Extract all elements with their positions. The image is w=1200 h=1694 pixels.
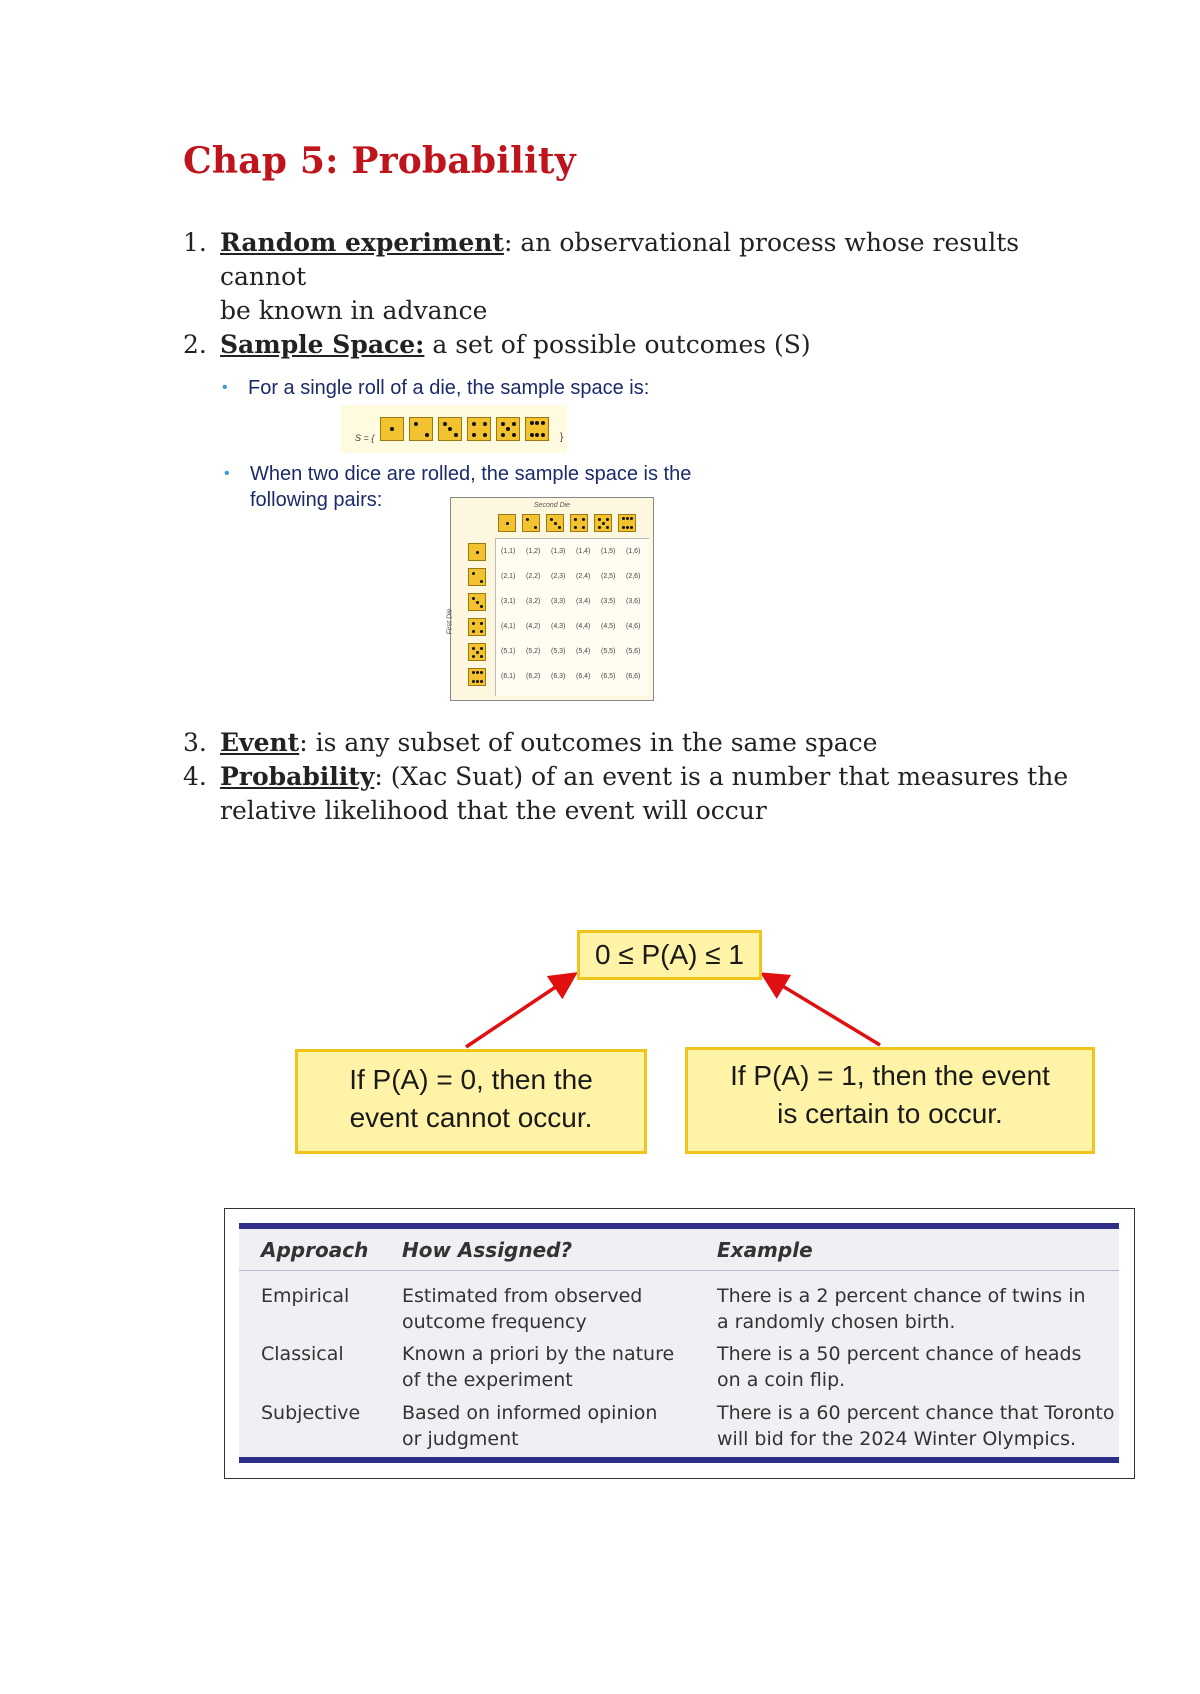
how-line1: Estimated from observed <box>402 1285 643 1307</box>
pair-cell: (1,4) <box>576 548 591 555</box>
how-line2: outcome frequency <box>402 1311 587 1333</box>
term-random-experiment: Random experiment <box>220 228 504 257</box>
probability-range-text: 0 ≤ P(A) ≤ 1 <box>595 939 744 970</box>
bullet-text-cont: following pairs: <box>250 489 383 511</box>
term-sample-space: Sample Space: <box>220 330 425 359</box>
table-cell-example <box>717 1341 1081 1393</box>
first-die-label: First Die <box>446 608 454 635</box>
set-label: S = { <box>355 433 375 443</box>
approach-table <box>239 1223 1119 1463</box>
pair-cell: (1,6) <box>626 548 641 555</box>
header-approach: Approach <box>261 1238 369 1262</box>
table-cell-how <box>402 1283 642 1335</box>
pair-cell: (5,1) <box>501 648 516 655</box>
header-how-assigned: How Assigned? <box>402 1238 573 1262</box>
pair-cell: (3,1) <box>501 598 516 605</box>
set-close: } <box>560 432 564 443</box>
probability-one-box <box>685 1047 1095 1154</box>
pair-cell: (5,5) <box>601 648 616 655</box>
pair-cell: (4,4) <box>576 623 591 630</box>
table-cell-approach: Empirical <box>261 1285 350 1307</box>
definition-text: (Xac Suat) of an event is a number that measures the <box>382 762 1069 791</box>
how-line1: Known a priori by the nature <box>402 1343 675 1365</box>
item-number: 2. <box>183 330 207 359</box>
pair-cell: (1,2) <box>526 548 541 555</box>
pair-cell: (6,4) <box>576 673 591 680</box>
pair-cell: (2,5) <box>601 573 616 580</box>
bullet-text: For a single roll of a die, the sample space is: <box>248 377 650 399</box>
example-line1: There is a 50 percent chance of heads <box>717 1343 1082 1365</box>
pair-cell: (6,6) <box>626 673 641 680</box>
item-number: 1. <box>183 228 207 257</box>
term-separator: : <box>503 228 513 257</box>
approach-table-frame <box>224 1208 1135 1479</box>
bullet-icon: • <box>222 379 228 396</box>
definition-text: an observational process whose results cannot <box>220 228 1020 291</box>
how-line2: or judgment <box>402 1428 519 1450</box>
term-event: Event <box>220 728 300 757</box>
pair-cell: (2,4) <box>576 573 591 580</box>
probability-zero-line2: event cannot occur. <box>349 1102 593 1133</box>
probability-zero-line1: If P(A) = 0, then the <box>349 1064 593 1095</box>
table-cell-example <box>717 1400 1115 1452</box>
how-line2: of the experiment <box>402 1369 573 1391</box>
pair-cell: (2,6) <box>626 573 641 580</box>
pair-cell: (1,3) <box>551 548 566 555</box>
definition-text: a set of possible outcomes (S) <box>424 330 811 359</box>
pair-cell: (2,1) <box>501 573 516 580</box>
header-separator <box>239 1270 1119 1271</box>
arrow-one-to-range <box>766 976 880 1045</box>
table-cell-how <box>402 1341 674 1393</box>
pair-cell: (5,4) <box>576 648 591 655</box>
pair-cell: (3,2) <box>526 598 541 605</box>
table-top-bar <box>239 1223 1119 1229</box>
example-line2: a randomly chosen birth. <box>717 1311 956 1333</box>
definition-text-cont: relative likelihood that the event will occur <box>220 796 767 825</box>
definition-text: is any subset of outcomes in the same space <box>307 728 878 757</box>
pair-cell: (4,1) <box>501 623 516 630</box>
item-number: 3. <box>183 728 207 757</box>
pair-cell: (5,6) <box>626 648 641 655</box>
pair-cell: (6,2) <box>526 673 541 680</box>
pair-cell: (2,2) <box>526 573 541 580</box>
term-separator: : <box>374 762 383 791</box>
pair-cell: (2,3) <box>551 573 566 580</box>
pair-cell: (3,6) <box>626 598 641 605</box>
example-line2: will bid for the 2024 Winter Olympics. <box>717 1428 1077 1450</box>
pair-cell: (6,5) <box>601 673 616 680</box>
probability-range-box <box>577 930 762 980</box>
pair-cell: (3,5) <box>601 598 616 605</box>
item-number: 4. <box>183 762 207 791</box>
header-example: Example <box>717 1238 813 1262</box>
bullet-text: When two dice are rolled, the sample space is the <box>250 463 692 485</box>
definition-text-cont: be known in advance <box>220 296 488 325</box>
pair-cell: (5,3) <box>551 648 566 655</box>
bullet-icon: • <box>224 465 230 482</box>
pair-cell: (6,1) <box>501 673 516 680</box>
probability-one-line1: If P(A) = 1, then the event <box>730 1060 1050 1091</box>
probability-zero-box <box>295 1049 647 1154</box>
example-line1: There is a 60 percent chance that Toronto <box>717 1402 1115 1424</box>
pair-cell: (1,5) <box>601 548 616 555</box>
pair-cell: (6,3) <box>551 673 566 680</box>
table-cell-example <box>717 1283 1086 1335</box>
how-line1: Based on informed opinion <box>402 1402 658 1424</box>
example-line1: There is a 2 percent chance of twins in <box>717 1285 1086 1307</box>
pair-cell: (4,3) <box>551 623 566 630</box>
probability-one-line2: is certain to occur. <box>777 1098 1003 1129</box>
term-separator: : <box>299 728 308 757</box>
second-die-label: Second Die <box>533 502 571 509</box>
term-probability: Probability <box>220 762 375 791</box>
pair-cell: (3,4) <box>576 598 591 605</box>
table-bottom-bar <box>239 1457 1119 1463</box>
arrow-zero-to-range <box>466 976 572 1047</box>
pair-cell: (3,3) <box>551 598 566 605</box>
table-cell-approach: Classical <box>261 1343 344 1365</box>
table-cell-how <box>402 1400 657 1452</box>
table-cell-approach: Subjective <box>261 1402 361 1424</box>
pair-cell: (5,2) <box>526 648 541 655</box>
pair-cell: (4,6) <box>626 623 641 630</box>
example-line2: on a coin flip. <box>717 1369 846 1391</box>
pair-cell: (1,1) <box>501 548 516 555</box>
pair-cell: (4,5) <box>601 623 616 630</box>
page-title: Chap 5: Probability <box>183 140 576 182</box>
pair-cell: (4,2) <box>526 623 541 630</box>
